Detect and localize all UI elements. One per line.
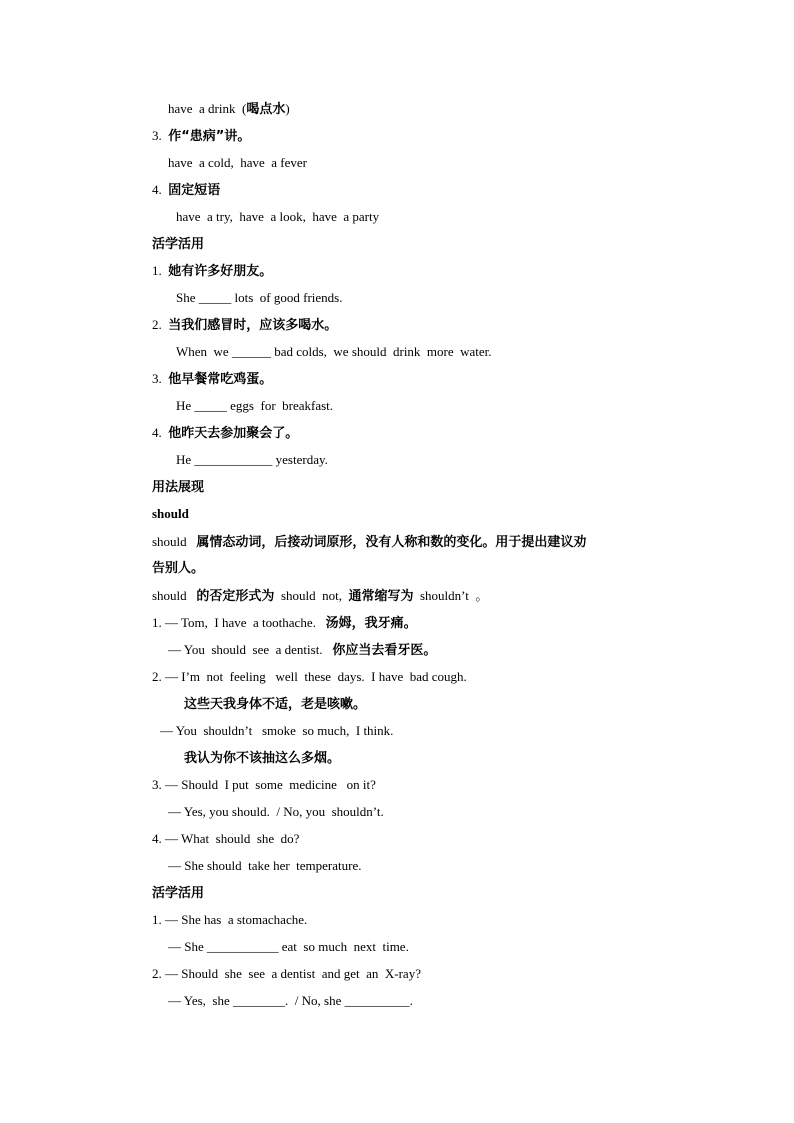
chinese-text: 汤姆，我牙痛。 [325,616,417,631]
text-line-2 [152,128,250,145]
english-text: 3. [152,128,169,143]
english-text: should [152,588,197,603]
text-line-6 [152,236,204,253]
text-line-34 [168,993,413,1009]
chinese-text: 他昨天去参加聚会了。 [168,426,299,441]
text-line-10 [176,344,492,360]
text-line-31 [152,912,307,928]
english-text: ) [285,101,290,116]
text-line-29 [168,858,362,874]
text-line-4 [152,182,220,199]
english-text: — You should see a dentist. [168,642,333,657]
chinese-text: 作“患病”讲。 [168,129,251,144]
text-line-22 [152,669,467,685]
text-line-30 [152,885,204,902]
english-text: — You shouldn’t smoke so much, I think. [160,723,394,738]
english-text: 3. [152,371,169,386]
text-line-12 [176,398,333,414]
text-line-18 [152,560,204,577]
text-line-8 [176,290,342,306]
english-text: have a cold, have a fever [168,155,307,170]
english-text: She _____ lots of good friends. [176,290,343,305]
chinese-text: 她有许多好朋友。 [168,264,273,279]
text-line-20 [152,615,417,632]
chinese-text: 活学活用 [152,237,205,252]
chinese-text: 当我们感冒时，应该多喝水。 [168,318,338,333]
text-line-27 [168,804,384,820]
chinese-text: 用法展现 [152,480,205,495]
text-line-21 [168,642,436,659]
english-text: 4. — What should she do? [152,831,300,846]
english-text: 1. [152,263,169,278]
text-line-17 [152,534,586,551]
text-line-13 [152,425,298,442]
chinese-text: 的否定形式为 [196,589,275,604]
english-text: 4. [152,425,169,440]
text-line-9 [152,317,337,334]
english-text: 2. [152,317,169,332]
english-text: — She ___________ eat so much next time. [168,939,409,954]
english-text: should not, [274,588,349,603]
text-line-33 [152,966,421,982]
chinese-text: 这些天我身体不适，老是咳嗽。 [184,697,367,712]
text-line-24 [160,723,393,739]
english-text: have a try, have a look, have a party [176,209,380,224]
english-text: 3. — Should I put some medicine on it? [152,777,376,792]
text-line-3 [168,155,307,171]
text-line-26 [152,777,376,793]
text-line-32 [168,939,409,955]
text-line-11 [152,371,272,388]
text-line-16 [152,506,189,522]
english-text: shouldn’t 。 [413,588,489,603]
chinese-text: 活学活用 [152,886,205,901]
english-text: He ____________ yesterday. [176,452,328,467]
text-line-7 [152,263,272,280]
text-line-15 [152,479,204,496]
chinese-text: 你应当去看牙医。 [332,643,437,658]
text-line-19 [152,588,488,605]
english-text: — Yes, you should. / No, you shouldn’t. [168,804,384,819]
english-text: — She should take her temperature. [168,858,362,873]
english-text: He _____ eggs for breakfast. [176,398,334,413]
chinese-text: 喝点水 [246,102,286,117]
english-text: have a drink ( [168,101,247,116]
english-text: 4. [152,182,169,197]
english-text: 1. — She has a stomachache. [152,912,308,927]
chinese-text: 固定短语 [168,183,221,198]
english-text: 1. — Tom, I have a toothache. [152,615,326,630]
english-text: When we ______ bad colds, we should drink more water. [176,344,492,359]
english-text: should [152,534,197,549]
english-text: 2. — I’m not feeling well these days. I have bad cough. [152,669,467,684]
text-line-23 [184,696,366,713]
text-line-28 [152,831,299,847]
english-text: 2. — Should she see a dentist and get an X-ray? [152,966,421,981]
text-line-5 [176,209,379,225]
chinese-text: 他早餐常吃鸡蛋。 [168,372,273,387]
text-line-14 [176,452,328,468]
chinese-text: 我认为你不该抽这么多烟。 [184,751,341,766]
chinese-text: 通常缩写为 [348,589,414,604]
english-text: should [152,506,189,521]
chinese-text: 告别人。 [152,561,205,576]
chinese-text: 属情态动词，后接动词原形，没有人称和数的变化。用于提出建议劝 [196,535,587,550]
english-text: — Yes, she ________. / No, she __________. [168,993,413,1008]
text-line-25 [184,750,340,767]
text-line-1 [168,101,290,118]
